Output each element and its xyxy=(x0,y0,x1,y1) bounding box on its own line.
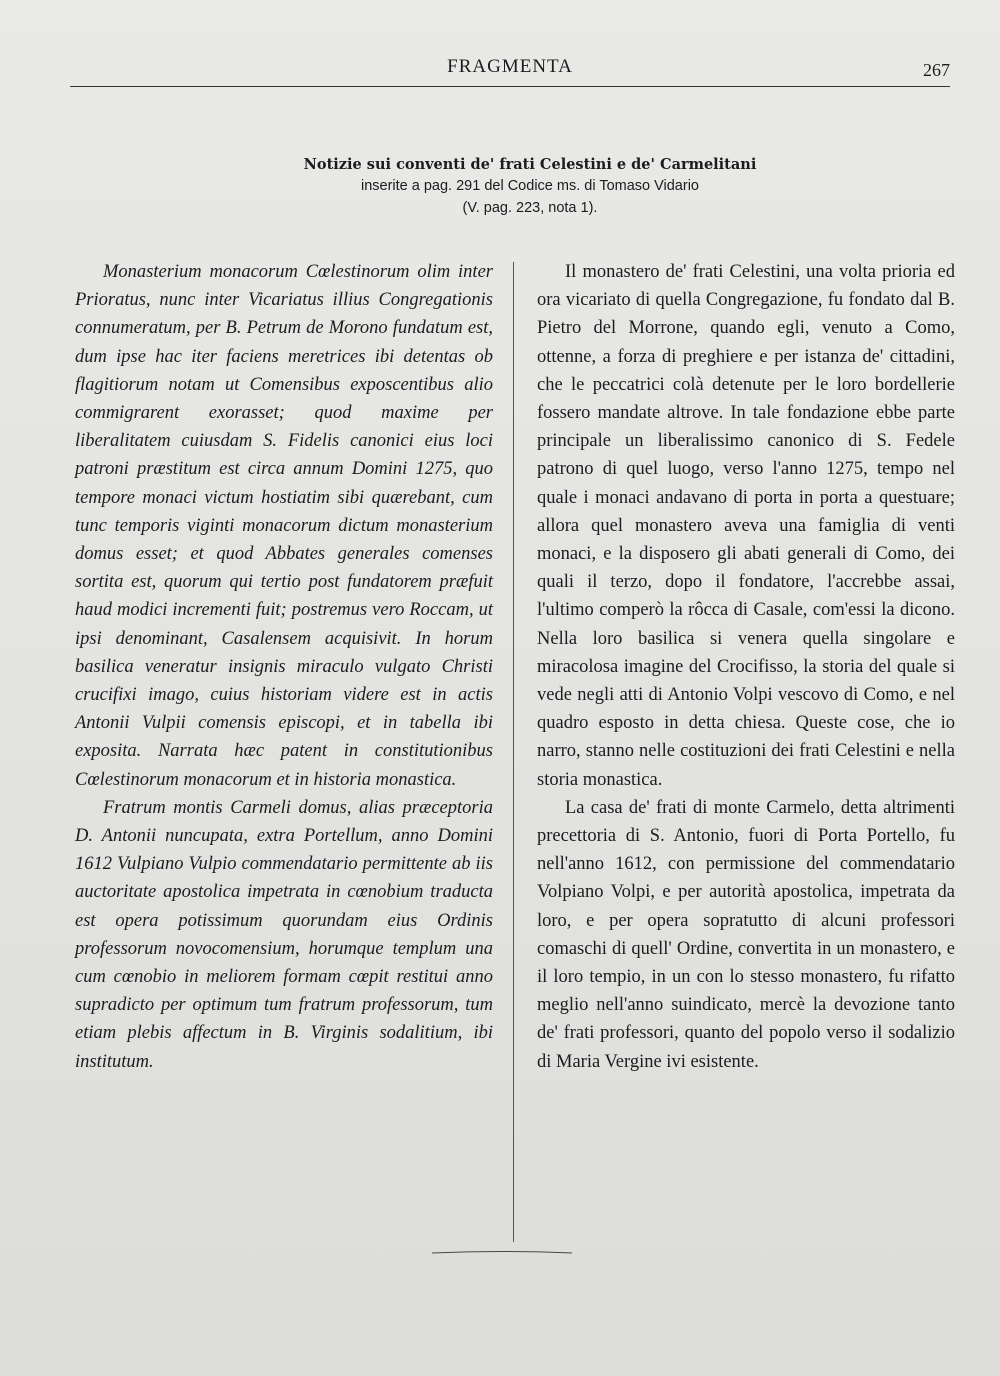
section-heading xyxy=(0,155,1000,219)
latin-column xyxy=(75,258,493,1076)
running-title: FRAGMENTA xyxy=(447,56,573,77)
italian-column xyxy=(537,258,955,1076)
latin-paragraph-2: Fratrum montis Carmeli domus, alias præceptoria D. Antonii nuncupata, extra Portellum, anno Domini 1612 Vulpiano Vulpio commendatario permittente ab iis auctoritate apostolica impetrata in cœnobium traducta est opera potissimum quorundam eius Ordinis professorum novocomensium, horumque templum una cum cœnobio in meliorem formam cœpit restitui anno supradicto per optimum tum fratrum professorum, tum etiam plebis affectum in B. Virginis sodalitium, ibi institutum. xyxy=(75,797,493,1072)
heading-subtitle-line1: inserite a pag. 291 del Codice ms. di Tomaso Vidario xyxy=(361,178,699,194)
page-number: 267 xyxy=(923,60,950,80)
latin-paragraph-1: Monasterium monacorum Cœlestinorum olim inter Prioratus, nunc inter Vicariatus illius Congregationis connumeratum, per B. Petrum de Morono fundatum est, dum ipse hac iter faciens meretrices ibi detentas ob flagitiorum notam ut Comensibus exposcentibus alio commigrarent exorasset; quod maxime per liberalitatem cuiusdam S. Fidelis canonici eius loci patroni præstitum est circa annum Domini 1275, quo tempore monaci victum hostiatim sibi quærebant, cum tunc temporis viginti monacorum dictum monasterium domus esset; et quod Abbates generales comenses sortita est, quorum qui tertio post fundatorem præfuit haud modici incrementi fuit; postremus vero Roccam, ut ipsi denominant, Casalensem acquisivit. In horum basilica veneratur insignis miraculo vulgato Christi crucifixi imago, cuius historiam videre est in actis Antonii Vulpii comensis episcopi, et in tabella ibi exposita. Narrata hæc patent in constitutionibus Cœlestinorum monacorum et in historia monastica. xyxy=(75,262,493,790)
running-head xyxy=(70,52,950,86)
column-divider xyxy=(513,262,514,1242)
italian-paragraph-2: La casa de' frati di monte Carmelo, detta altrimenti precettoria di S. Antonio, fuori di Porta Portello, fu nell'anno 1612, con permissione del commendatario Volpiano Volpi, e per autorità apostolica, impetrata da loro, e per opera sopratutto di alcuni professori comaschi di quell' Ordine, convertita in un monastero, e il loro tempio, in un con lo stesso monastero, fu rifatto meglio nell'anno suindicato, mercè la devozione tanto de' frati professori, quanto del popolo verso il sodalizio di Maria Vergine ivi esistente. xyxy=(537,797,955,1072)
heading-title: Notizie sui conventi de' frati Celestini e de' Carmelitani xyxy=(303,156,757,173)
heading-subtitle-line2: (V. pag. 223, nota 1). xyxy=(462,200,598,216)
italian-paragraph-1: Il monastero de' frati Celestini, una volta prioria ed ora vicariato di quella Congregazione, fu fondato dal B. Pietro del Morrone, quando egli, venuto a Como, ottenne, a forza di preghiere e per istanza de' cittadini, che le peccatrici colà detenute per le loro bordellerie fossero mandate altrove. In tale fondazione ebbe parte principale un liberalissimo canonico di S. Fedele patrono di quel luogo, verso l'anno 1275, tempo nel quale i monaci andavano di porta in porta a questuare; allora quel monastero aveva una famiglia di venti monaci, e la disposero gli abati generali di Como, dei quali il terzo, dopo il fondatore, l'accrebbe assai, l'ultimo comperò la rôcca di Casale, com'essi la dicono. Nella loro basilica si venera quella singolare e miracolosa imagine del Crocifisso, la storia del quale si vede negli atti di Antonio Volpi vescovo di Como, e nel quadro esposto in detta chiesa. Queste cose, che io narro, stanno nelle costituzioni dei frati Celestini e nella storia monastica. xyxy=(537,262,955,790)
header-rule xyxy=(70,86,950,87)
footer-ornament-rule xyxy=(432,1250,572,1256)
